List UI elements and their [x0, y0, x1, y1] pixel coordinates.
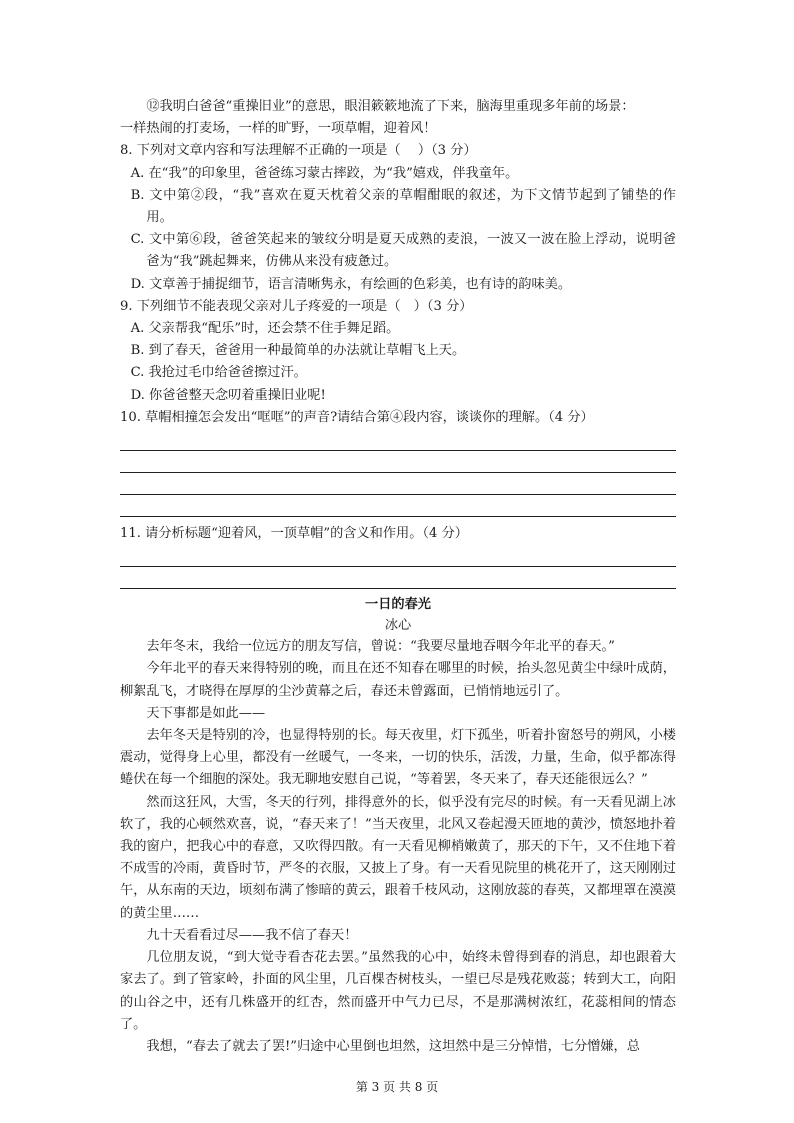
answer-line[interactable]	[120, 567, 676, 589]
document-page	[120, 96, 676, 1058]
paragraph-12-continued: 一样热闹的打麦场，一样的旷野，一项草帽，迎着风！	[120, 121, 437, 137]
question-8-option-c: C. 文中第⑥段，爸爸笑起来的皱纹分明是夏天成熟的麦浪，一波又一波在脸上浮动，说明爸爸为“我”跳起舞来，仿佛从来没有疲惫过。	[130, 232, 676, 270]
question-9-option-c: C. 我抢过毛巾给爸爸擦过汗。	[130, 365, 307, 381]
article-paragraph: 我想，“春去了就去了罢!”归途中心里倒也坦然，这坦然中是三分悼惜，七分憎嫌，总	[146, 1038, 640, 1054]
article-paragraph: 天下事都是如此——	[146, 705, 266, 721]
question-8-option-d: D. 文章善于捕捉细节，语言清晰隽永，有绘画的色彩美，也有诗的韵味美。	[130, 276, 572, 292]
article-paragraph: 然而这狂风，大雪，冬天的行列，排得意外的长，似乎没有完尽的时候。有一天看见湖上冰软了，我的心顿然欢喜，说，“春天来了！”当天夜里，北风又卷起漫天匝地的黄沙，愤怒地扑着我的窗户，把我心中的春意，又吹得四散。有一天看见柳梢嫩黄了，那天的下午，又不住地下着不成雪的冷雨，黄昏时节，严冬的衣服，又披上了身。有一天看见院里的桃花开了，这天刚刚过午，从东南的天边，顷刻布满了惨暗的黄云，跟着千枝风动，这刚放蕊的春英，又都埋罩在漠漠的黄尘里……	[120, 794, 676, 921]
answer-line[interactable]	[120, 495, 676, 517]
article-paragraph: 去年冬天是特别的冷，也显得特别的长。每天夜里，灯下孤坐，听着扑窗怒号的朔风，小楼震动，觉得身上心里，都没有一丝暖气，一冬来，一切的快乐，活泼，力量，生命，似乎都冻得蜷伏在每一个细胞的深处。我无聊地安慰自己说，“等着罢，冬天来了，春天还能很远么？”	[120, 728, 676, 788]
answer-line[interactable]	[120, 451, 676, 473]
page-number: 第 3 页 共 8 页	[355, 1080, 439, 1094]
question-11-stem: 11. 请分析标题“迎着风，一顶草帽”的含义和作用。（4 分）	[120, 526, 468, 542]
question-8-option-a: A. 在“我”的印象里，爸爸练习蒙古摔跤，为“我”嬉戏，伴我童年。	[130, 165, 519, 181]
answer-line[interactable]	[120, 473, 676, 495]
question-9-option-b: B. 到了春天，爸爸用一种最简单的办法就让草帽飞上天。	[130, 343, 466, 359]
question-10-stem: 10. 草帽相撞怎会发出“哐哐”的声音?请结合第④段内容，谈谈你的理解。（4 分）	[120, 409, 594, 425]
article-paragraph: 今年北平的春天来得特别的晚，而且在还不知春在哪里的时候，抬头忽见黄尘中绿叶成荫，柳絮乱飞，才晓得在厚厚的尘沙黄幕之后，春还未曾露面，已悄悄地远引了。	[120, 661, 676, 699]
article-paragraph: 去年冬末，我给一位远方的朋友写信，曾说：“我要尽量地吞咽今年北平的春天。”	[146, 639, 615, 655]
question-8-stem: 8. 下列对文章内容和写法理解不正确的一项是（ ）（3 分）	[120, 143, 477, 159]
article-paragraph: 几位朋友说，“到大觉寺看杏花去罢。”虽然我的心中，始终未曾得到春的消息，却也跟着大家去了。到了管家岭，扑面的风尘里，几百棵杏树枝头，一望已尽是残花败蕊；转到大工，向阳的山谷之中，还有几株盛开的红杏，然而盛开中气力已尽，不是那满树浓红，花蕊相间的情态了。	[120, 950, 676, 1032]
article-title: 一日的春光	[365, 597, 431, 613]
article-paragraph: 九十天看看过尽——我不信了春天！	[146, 927, 358, 943]
question-9-option-a: A. 父亲帮我“配乐”时，还会禁不住手舞足蹈。	[130, 321, 400, 337]
answer-line[interactable]	[120, 429, 676, 451]
article-author: 冰心	[384, 618, 412, 634]
question-9-option-d: D. 你爸爸整天念叨着重操旧业呢!	[130, 387, 326, 403]
paragraph-12: ⑫我明白爸爸“重操旧业”的意思，眼泪簌簌地流了下来，脑海里重现多年前的场景：	[146, 99, 635, 114]
question-8-option-b: B. 文中第②段，“我”喜欢在夏天枕着父亲的草帽酣眠的叙述，为下文情节起到了铺垫的作用。	[130, 187, 676, 226]
answer-line[interactable]	[120, 545, 676, 567]
question-9-stem: 9. 下列细节不能表现父亲对儿子疼爱的一项是（ ）（3 分）	[120, 298, 473, 314]
